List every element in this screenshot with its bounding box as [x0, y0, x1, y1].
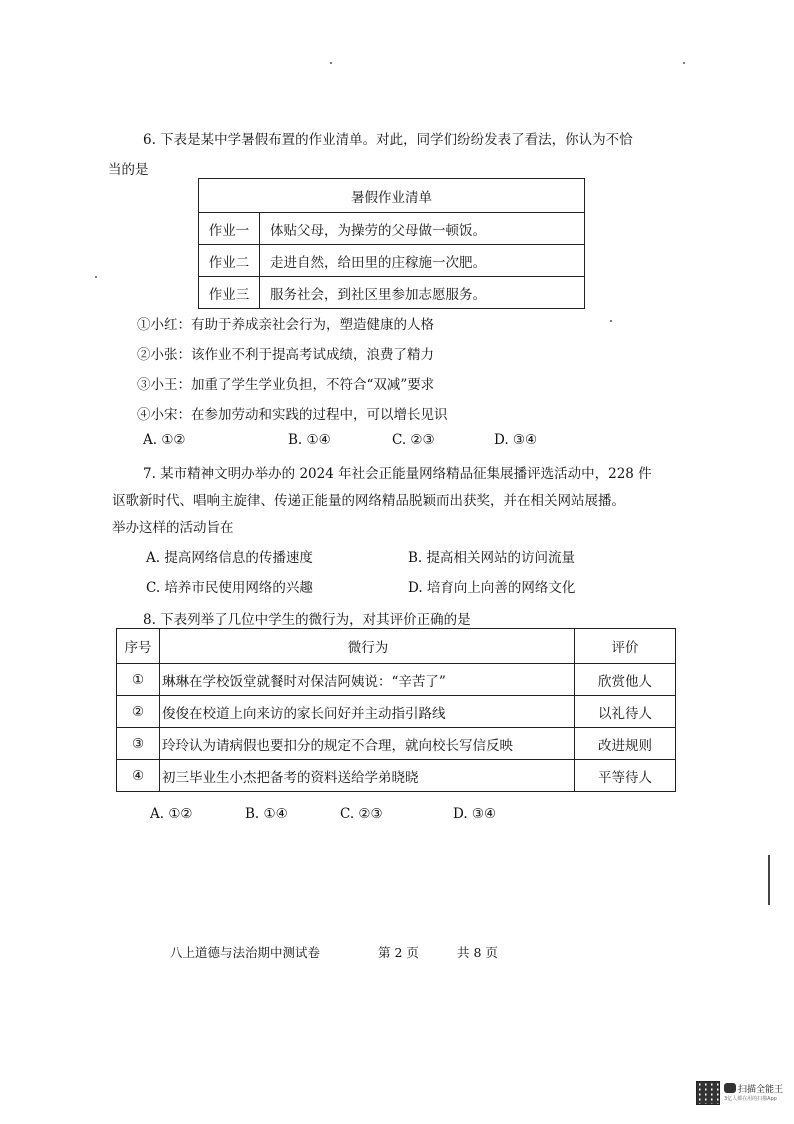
table-row: [199, 212, 584, 244]
homework-label: 作业三: [199, 277, 260, 308]
q7-option-d: D. 培育向上向善的网络文化: [408, 580, 576, 596]
scan-speck: [610, 320, 612, 322]
homework-table: [198, 178, 585, 309]
footer-total: 共 8 页: [457, 945, 498, 960]
footer-page: 第 2 页: [378, 945, 419, 960]
watermark-brand: 扫描全能王: [738, 1085, 784, 1095]
q6-option-b: B. ①④: [288, 432, 331, 448]
homework-table-title: 暑假作业清单: [351, 189, 432, 206]
row-number: ③: [117, 728, 160, 759]
row-number: ①: [117, 664, 160, 695]
homework-label: 作业二: [199, 245, 260, 276]
qr-code-icon: [696, 1081, 720, 1105]
row-evaluation: 欣赏他人: [598, 673, 652, 690]
row-number: ②: [117, 696, 160, 727]
watermark-sub: 3亿人都在用的扫描App: [724, 1096, 777, 1102]
table-header-row: [117, 629, 675, 663]
q8-option-d: D. ③④: [453, 806, 497, 822]
row-evaluation: 平等待人: [598, 769, 652, 786]
table-row: [117, 727, 675, 759]
row-evaluation: 以礼待人: [598, 705, 652, 722]
q7-option-b: B. 提高相关网站的访问流量: [408, 550, 576, 566]
homework-text: 走进自然，给田里的庄稼施一次肥。: [270, 254, 486, 271]
q8-option-c: C. ②③: [340, 806, 383, 822]
q6-statement: ③小王：加重了学生学业负担，不符合“双减”要求: [137, 377, 435, 393]
q7-stem-line1: 7. 某市精神文明办举办的 2024 年社会正能量网络精品征集展播评选活动中，228 件: [143, 466, 652, 482]
table-row: [199, 244, 584, 276]
q7-option-c: C. 培养市民使用网络的兴趣: [146, 580, 313, 596]
footer-title: 八上道德与法治期中测试卷: [170, 945, 321, 960]
table-row: [117, 759, 675, 791]
q8-option-b: B. ①④: [245, 806, 288, 822]
header-behavior: 微行为: [160, 629, 575, 663]
table-row: [117, 695, 675, 727]
q6-option-c: C. ②③: [392, 432, 435, 448]
micro-behavior-table: [116, 628, 676, 792]
header-evaluation: 评价: [611, 640, 639, 656]
q8-option-a: A. ①②: [150, 806, 193, 822]
q6-option-d: D. ③④: [494, 432, 538, 448]
homework-text: 服务社会，到社区里参加志愿服务。: [270, 286, 486, 303]
row-behavior: 琳琳在学校饭堂就餐时对保洁阿姨说：“辛苦了”: [160, 664, 575, 695]
row-number: ④: [117, 760, 160, 791]
q7-stem-line3: 举办这样的活动旨在: [112, 520, 234, 536]
q6-statement: ④小宋：在参加劳动和实践的过程中，可以增长见识: [137, 407, 448, 423]
homework-label: 作业一: [199, 213, 260, 244]
q6-option-a: A. ①②: [143, 432, 186, 448]
table-row: [199, 276, 584, 308]
q8-stem: 8. 下表列举了几位中学生的微行为，对其评价正确的是: [143, 612, 471, 628]
row-evaluation: 改进规则: [598, 737, 652, 754]
q6-statement: ②小张：该作业不利于提高考试成绩，浪费了精力: [137, 347, 434, 363]
scan-edge-mark: [768, 855, 770, 905]
row-behavior: 玲玲认为请病假也要扣分的规定不合理，就向校长写信反映: [160, 728, 575, 759]
camscanner-logo-icon: [724, 1083, 736, 1093]
row-behavior: 初三毕业生小杰把备考的资料送给学弟晓晓: [160, 760, 575, 791]
scan-speck: [330, 62, 332, 64]
q7-option-a: A. 提高网络信息的传播速度: [146, 550, 313, 566]
homework-text: 体贴父母，为操劳的父母做一顿饭。: [270, 222, 486, 239]
scan-speck: [683, 62, 685, 64]
scan-speck: [95, 276, 97, 278]
table-row: [117, 663, 675, 695]
q6-statement: ①小红：有助于养成亲社会行为，塑造健康的人格: [137, 317, 434, 333]
homework-table-title-row: [199, 179, 584, 212]
q6-stem-line1: 6. 下表是某中学暑假布置的作业清单。对此，同学们纷纷发表了看法，你认为不恰: [143, 132, 633, 148]
q6-stem-line2: 当的是: [108, 162, 149, 178]
row-behavior: 俊俊在校道上向来访的家长问好并主动指引路线: [160, 696, 575, 727]
q7-stem-line2: 讴歌新时代、唱响主旋律、传递正能量的网络精品脱颖而出获奖，并在相关网站展播。: [112, 493, 625, 509]
header-number: 序号: [117, 629, 160, 663]
